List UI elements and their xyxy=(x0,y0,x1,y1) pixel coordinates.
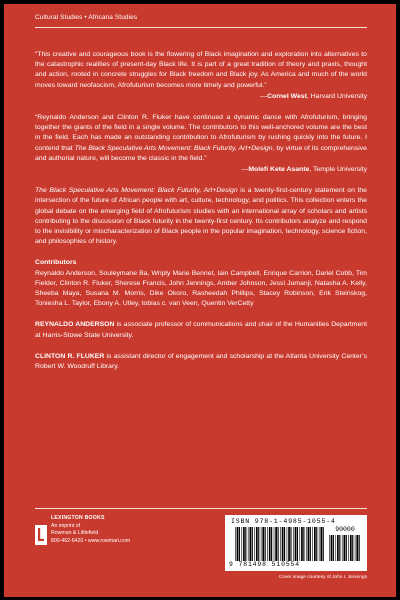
barcode-box xyxy=(225,515,367,571)
ean-digits: 9 781498 510554 xyxy=(229,561,301,568)
publisher-line-1: An imprint of xyxy=(51,522,81,529)
isbn-text: ISBN 978-1-4985-1055-4 xyxy=(231,518,336,525)
endorsement-2-attribution: —Molefi Kete Asante, Temple University xyxy=(241,166,367,174)
author-bio-fluker xyxy=(35,352,367,372)
book-description xyxy=(35,186,367,247)
left-border xyxy=(0,0,4,600)
endorsement-2-book-title: The Black Speculative Arts Movement: Black Futurity, Art+Design xyxy=(74,144,273,152)
endorsement-2-author: Molefi Kete Asante xyxy=(248,166,310,174)
endorsement-quote-1: “This creative and courageous book is the flowering of Black imagination and exploration into alternatives to the catastrophic realities of present-day Black life. It is part of a great tradition of theory and praxis, thought and action, rooted in concrete struggles for Black freedom and Black joy. As America and much of the world moves toward neofascism, Afrofuturism becomes more timely and powerful.” xyxy=(35,51,367,89)
bottom-divider xyxy=(35,508,367,509)
cover-image-credit: Cover image courtesy of John I. Jennings xyxy=(278,575,367,580)
author-bio-anderson xyxy=(35,320,367,340)
bio-1-name: REYNALDO ANDERSON xyxy=(35,321,115,329)
publisher-logo-icon xyxy=(35,523,47,547)
top-divider xyxy=(35,27,367,28)
publisher-line-2: Rowman & Littlefield xyxy=(51,530,99,537)
ean-barcode-icon xyxy=(235,527,325,561)
bio-1-text: is associate professor of communications and chair of the Humanities Department at Harris-Stowe State University. xyxy=(35,321,367,339)
bio-2-text: is assistant director of engagement and scholarship at the Atlanta University Center’s Robert W. Woodruff Library. xyxy=(35,352,367,371)
publisher-block xyxy=(35,513,205,553)
category-label: Cultural Studies • Africana Studies xyxy=(35,14,138,21)
endorsement-1-author: Cornel West xyxy=(267,92,307,100)
price-barcode-icon xyxy=(329,535,361,561)
description-text: is a twenty-first-century statement on the intersection of the future of African people with art, culture, technology, and politics. This collection enters the global debate on the emerging field of Afrofuturism studies with an international array of scholars and artists contributing to the discussion of Black futurity in the twenty-first century. Its contributors analyze and respond to the invisibility or mischaracterization of Black people in the popular imagination, technology, science fiction, and philosophies of history. xyxy=(35,187,367,246)
endorsement-2-text-b: , by virtue of its comprehensive and authorial nature, will become the classic in the field.” xyxy=(35,144,367,162)
description-book-title: The Black Speculative Arts Movement: Black Futurity, Art+Design xyxy=(35,187,238,195)
endorsement-1-attribution: —Cornel West, Harvard University xyxy=(260,92,367,100)
bio-2-name: CLINTON R. FLUKER xyxy=(35,352,105,360)
endorsement-1-affiliation: , Harvard University xyxy=(306,92,367,100)
endorsement-2-text-a: “Reynaldo Anderson and Clinton R. Fluker have continued a dynamic dance with Afrofuturism, bringing together the giants of the field in a single volume. The contributors to this well-anchored volume are the best in the field. Each has made an outstanding contribution to Afrofuturism by rushing quickly into the future. I contend that xyxy=(35,114,367,152)
endorsement-quote-2 xyxy=(35,113,367,164)
publisher-line-3: 800-462-6420 • www.rowman.com xyxy=(51,537,131,544)
contributors-heading: Contributors xyxy=(35,259,77,267)
content-column xyxy=(35,50,367,372)
top-border xyxy=(0,0,400,4)
price-code: 90000 xyxy=(335,526,355,533)
publisher-name: LEXINGTON BOOKS xyxy=(51,515,105,521)
endorsement-2-affiliation: , Temple University xyxy=(309,166,367,174)
contributors-list: Reynaldo Anderson, Souleymane Ba, Wriply Marie Bennet, Iain Campbell, Enrique Carrion, Dariel Cobb, Tim Fielder, Clinton R. Fluker, Sherese Francis, John Jennings, Amber Johnson, Jessi Jumanji, Natasha A. Kelly, Sheeba Maya, Susana M. Morris, Dike Okoro, Rasheedah Phillips, Stacey Robinson, Erik Steinskog, Toniesha L. Taylor, Ebony A. Utley, tobias c. van Veen, Quentin VerCetty xyxy=(35,269,367,308)
publisher-text xyxy=(51,515,130,545)
right-border xyxy=(396,0,400,600)
